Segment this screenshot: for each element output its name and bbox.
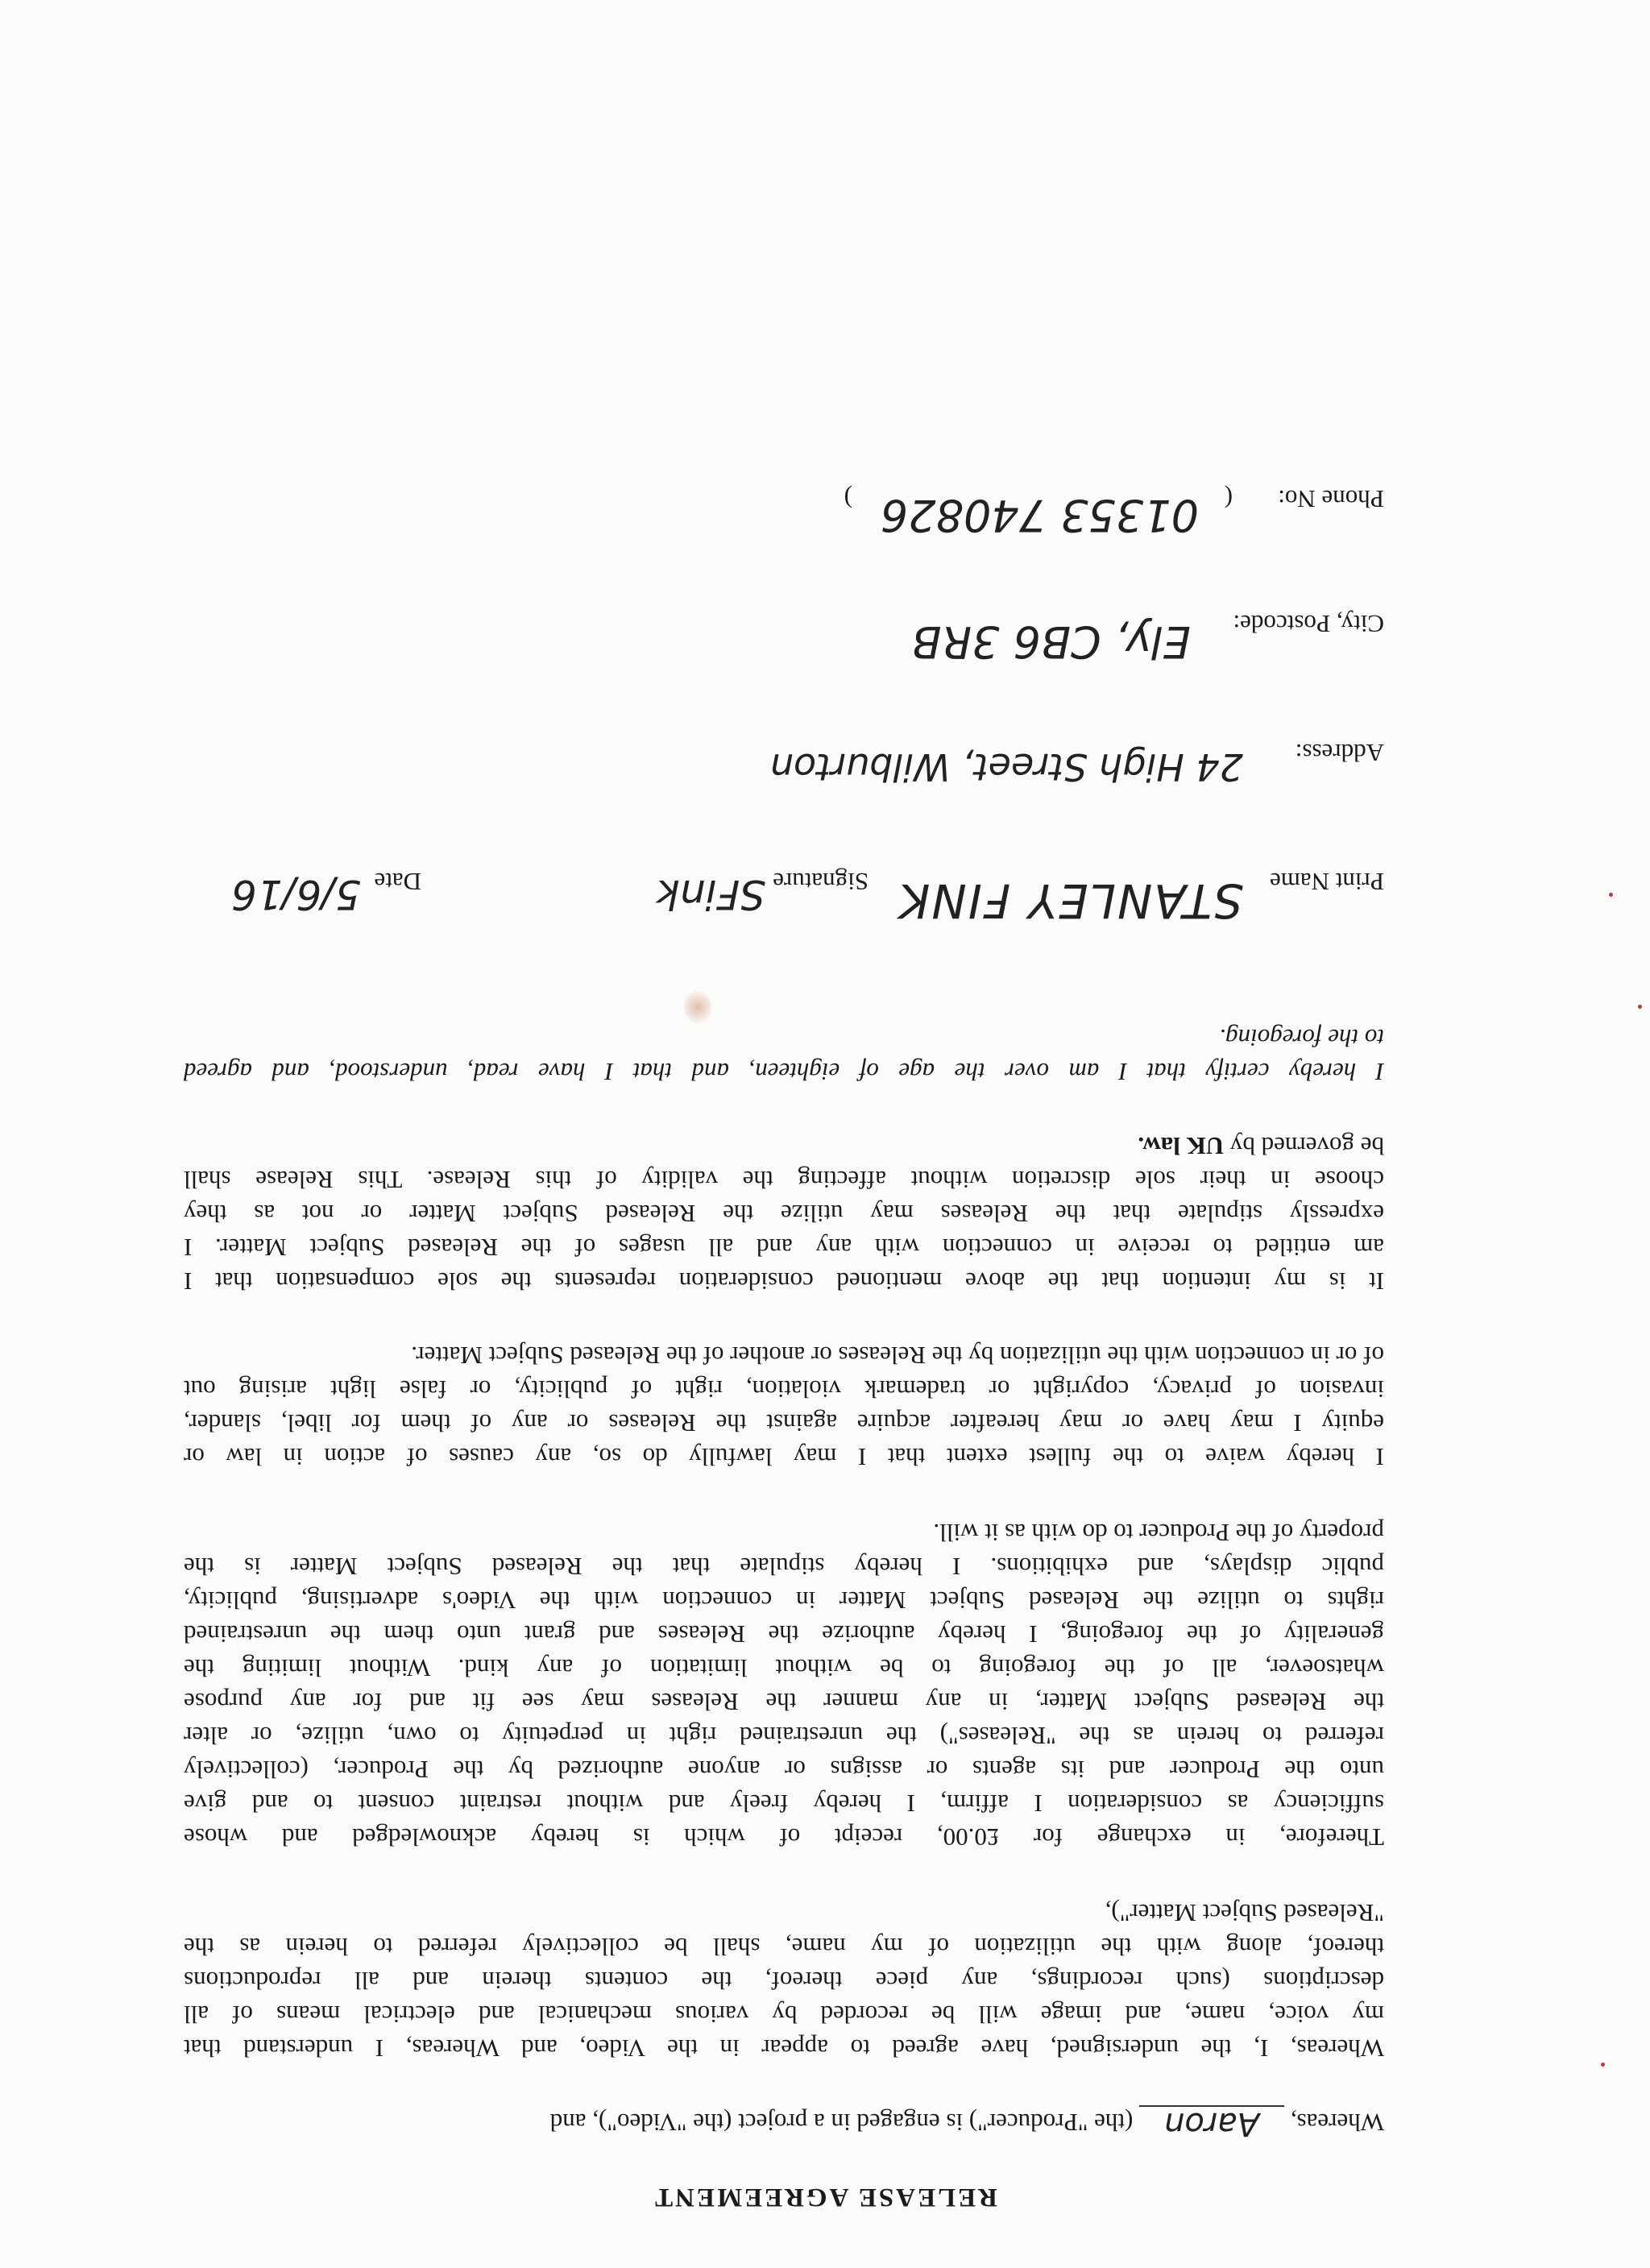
para4-line: expressly stipulate that the Releases may utilize the Released Subject Matter or not as they <box>184 1200 1384 1228</box>
certify-line: to the foregoing. <box>1219 1024 1384 1052</box>
para4-line: choose in their sole discretion without affecting the validity of this Release. This Release shall <box>184 1166 1384 1194</box>
phone-close-paren: ) <box>844 485 852 513</box>
phone-handwritten: 01353 740826 <box>880 490 1199 541</box>
producer-name-handwritten: Aaron <box>1163 2105 1260 2142</box>
producer-intro-before: Whereas, <box>1290 2108 1384 2137</box>
signature-handwritten: SFink <box>656 871 765 918</box>
ink-speck <box>1609 893 1613 897</box>
producer-intro-after: (the "Producer") is engaged in a project (the "Video"), and <box>549 2108 1134 2137</box>
para1-line: "Released Subject Matter"), <box>1105 1899 1384 1927</box>
para2-line: public displays, and exhibitions. I hereby stipulate that the Released Subject Matter is the <box>184 1553 1384 1581</box>
para4-line: It is my intention that the above mentioned consideration represents the sole compensation that I <box>184 1267 1384 1296</box>
address-label: Address: <box>1295 739 1384 767</box>
para3-line: equity I may have or may hereafter acquire against the Releases or any of them for libel, slander, <box>184 1409 1384 1437</box>
producer-line <box>184 2105 1384 2141</box>
address-handwritten: 24 High Street, Wilburton <box>769 745 1243 789</box>
signature-row <box>184 842 1384 928</box>
paper-stain <box>684 991 711 1023</box>
phone-label: Phone No: <box>1278 485 1384 513</box>
governing-law-bold: UK law. <box>1138 1132 1225 1160</box>
governing-law-text: be governed by <box>1229 1132 1384 1160</box>
para2-line: generality of the foregoing, I hereby authorize the Releases and grant unto them the unrestrained <box>184 1620 1384 1648</box>
para3-line: invasion of privacy, copyright or trademark violation, right of publicity, or false light arising out <box>184 1375 1384 1404</box>
para2-line: Therefore, in exchange for £0.00, receipt of which is hereby acknowledged and whose <box>184 1823 1384 1851</box>
para1-line: my voice, name, and image will be recorded by various mechanical and electrical means of all <box>184 2001 1384 2029</box>
ink-speck <box>1601 2063 1605 2067</box>
para2-line: property of the Producer to do with as it will. <box>933 1519 1384 1547</box>
para2-line: whatsoever, all of the foregoing to be without limitation of any kind. Without limiting the <box>184 1654 1384 1682</box>
para2-line: unto the Producer and its agents or assigns or anyone authorized by the Producer, (collectively <box>184 1756 1384 1784</box>
signature-label: Signature <box>773 868 869 896</box>
producer-name-field <box>1139 2105 1284 2141</box>
date-handwritten: 5/6/16 <box>231 871 361 918</box>
para4-last-line <box>184 1129 1384 1163</box>
city-postcode-handwritten: Ely, CB6 3RB <box>911 616 1191 667</box>
para2-line: the Released Subject Matter, in any manner the Releases may see fit and for any purpose <box>184 1688 1384 1716</box>
print-name-handwritten: STANLEY FINK <box>898 873 1243 928</box>
date-label: Date <box>374 868 421 896</box>
city-postcode-label: City, Postcode: <box>1233 610 1384 638</box>
para3-line: I hereby waive to the fullest extent that I may lawfully do so, any causes of action in law or <box>184 1443 1384 1471</box>
certify-line: I hereby certify that I am over the age of eighteen, and that I have read, understood, and agreed <box>184 1058 1384 1086</box>
document-title: RELEASE AGREEMENT <box>653 2183 997 2212</box>
para4-line: am entitled to receive in connection with any and all usages of the Released Subject Matter. I <box>184 1234 1384 1262</box>
para1-line: Whereas, I, the undersigned, have agreed to appear in the Video, and Whereas, I understand that <box>184 2034 1384 2063</box>
phone-open-paren: ( <box>1224 485 1233 513</box>
para2-line: referred to herein as the "Releases") the unrestrained right in perpetuity to own, utilize, or alter <box>184 1722 1384 1750</box>
city-row <box>184 584 1384 667</box>
phone-row <box>184 459 1384 541</box>
print-name-label: Print Name <box>1269 868 1384 896</box>
para2-line: rights to utilize the Released Subject Matter in connection with the Video's advertising, publicity, <box>184 1586 1384 1615</box>
para2-line: sufficiency as consideration I affirm, I hereby freely and without restraint consent to and give <box>184 1789 1384 1818</box>
para1-line: thereof, along with the utilization of my name, shall be collectively referred to herein as the <box>184 1933 1384 1961</box>
ink-speck <box>1638 1005 1642 1009</box>
para1-line: descriptions (such recordings, any piece thereof, the contents therein and all reproductions <box>184 1967 1384 1995</box>
address-row <box>184 713 1384 789</box>
para3-line: of or in connection with the utilization by the Releases or another of the Released Subject Matter. <box>411 1341 1384 1370</box>
